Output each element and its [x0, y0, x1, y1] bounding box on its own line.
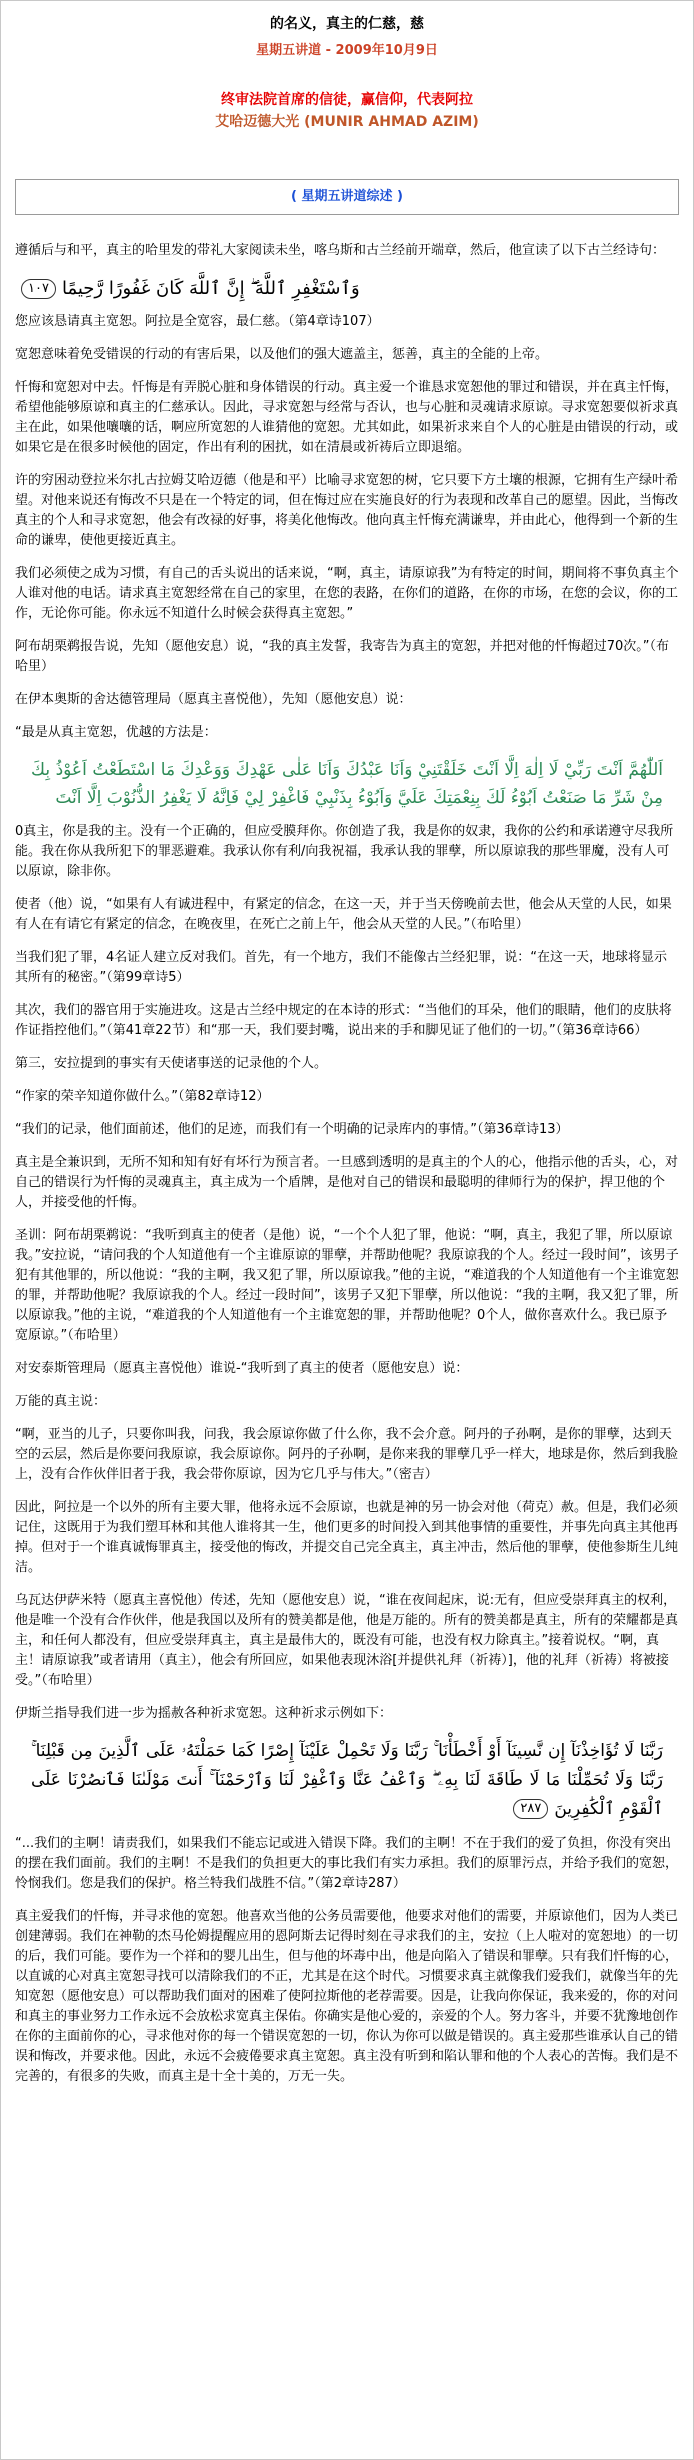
quran-verse-arabic [15, 1737, 679, 1824]
hadith-intro: “最是从真主宽恕，优越的方法是： [15, 725, 217, 740]
hadith-paragraph: 乌瓦达伊萨米特（愿真主喜悦他）传述，先知（愿他安息）说，“谁在夜间起床，说:无有，但应受崇拜真主的权利，他是唯一个没有合作伙伴，他是我国以及所有的赞美都是他，他是万能的。所有的赞美都是真主，所有的荣耀都是真主，和任何人都没有，但应受崇拜真主，真主是最伟大的，既没有可能，也没有权力除真主。”接着说权。“啊，真主！请原谅我”或者请用（真主），他会有所回应，如果他表现沐浴[并提供礼拜（祈祷）]，他的礼拜（祈祷）将被接受。”（布哈里） [15, 1593, 679, 1688]
prayer-translation: 0真主，你是我的主。没有一个正确的，但应受膜拜你。你创造了我，我是你的奴隶，我你的公约和承诺遵守尽我所能。我在你从我所犯下的罪恶避难。我承认你有利/向我祝福，我承认我的罪孽，所以原谅我的那些罪魔，没有人可以原谅，除非你。 [15, 824, 674, 879]
hadith-paragraph: 使者（他）说，“如果有人有诚进程中，有紧定的信念，在这一天，并于当天傍晚前去世，他会从天堂的人民，如果有人在有请它有紧定的信念，在晚夜里，在死亡之前上午，他会从天堂的人民。”（布哈里） [15, 897, 672, 932]
hadith-paragraph: “啊，亚当的儿子，只要你叫我，问我，我会原谅你做了什么你，我不会介意。阿丹的子孙啊，是你的罪孽，达到天空的云层，然后是你要问我原谅，我会原谅你。阿丹的子孙啊，是你来我的罪孽几乎一样大，地球是你，然后到我脸上，没有合作伙伴旧者于我，我会带你原谅，因为它几乎与伟大。”（密吉） [15, 1427, 679, 1482]
hadith-intro: 对安泰斯管理局（愿真主喜悦他）谁说-“我听到了真主的使者（愿他安息）说： [15, 1361, 469, 1376]
sermon-paragraph: 其次，我们的器官用于实施进攻。这是古兰经中规定的在本诗的形式：“当他们的耳朵，他们的眼睛，他们的皮肤将作证指控他们。”（第41章22节）和“那一天，我们要封嘴，说出来的手和脚见证了他们的一切。”（第36章诗66） [15, 1003, 672, 1038]
verse-text: وَٱسْتَغْفِرِ ٱللَّهَ ۖ إِنَّ ٱللَّهَ كَانَ غَفُورًا رَّحِيمًا [61, 278, 360, 299]
sermon-paragraph: 当我们犯了罪，4名证人建立反对我们。首先，有一个地方，我们不能像古兰经犯罪，说：“在这一天，地球将显示其所有的秘密。”（第99章诗5） [15, 950, 668, 985]
verse-quote: “作家的荣辛知道你做什么。”（第82章诗12） [15, 1089, 270, 1104]
verse-number-marker: ٢٨٧ [513, 1799, 548, 1819]
verse-number-marker: ١٠٧ [21, 279, 56, 299]
verse-text: رَبَّنَا لَا تُؤَاخِذْنَآ إِن نَّسِينَآ أَوْ أَخْطَأْنَا ۚ رَبَّنَا وَلَا تَحْمِلْ عَلَيْنَآ إِصْرًا كَمَا حَمَلْتَهُۥ عَلَى ٱلَّذِينَ مِن قَبْلِنَا ۚ رَبَّنَا وَلَا تُحَمِّلْنَا مَا لَا طَاقَةَ لَنَا بِهِۦ ۖ وَٱعْفُ عَنَّا وَٱغْفِرْ لَنَا وَٱرْحَمْنَآ ۚ أَنتَ مَوْلَىٰنَا فَٱنصُرْنَا عَلَى ٱلْقَوْمِ ٱلْكَٰفِرِينَ [31, 1741, 663, 1819]
translator-line: 艾哈迈德大光 (MUNIR AHMAD AZIM) [215, 114, 479, 130]
sermon-paragraph: 忏悔和宽恕对中去。忏悔是有弄脱心脏和身体错误的行动。真主爱一个谁恳求宽恕他的罪过和错误，并在真主忏悔，希望他能够原谅和真主的仁慈承认。因此，寻求宽恕与经常与否认，也与心脏和灵魂请求原谅。寻求宽恕要似祈求真主在此，如果他嚷嚷的话，啊应所宽恕的人谁猜他的宽恕。尤其如此，如果祈求来自个人的心脏是由错误的行动，或如果它是在很多时候他的固定，作出有利的困扰，如在清晨或祈祷后立即退缩。 [15, 380, 679, 455]
quran-verse-arabic [15, 274, 679, 304]
summary-heading-box [15, 179, 679, 215]
prayer-intro: 伊斯兰指导我们进一步为摇赦各种祈求宽恕。这种祈求示例如下： [15, 1706, 393, 1721]
hadith-intro: 在伊本奥斯的舍达德管理局（愿真主喜悦他），先知（愿他安息）说： [15, 692, 412, 707]
sermon-paragraph: 我们必须使之成为习惯，有自己的舌头说出的话来说，“啊，真主，请原谅我”为有特定的时间，期间将不事负真主个人谁对他的电话。请求真主宽恕经常在自己的家里，在您的表路，在你们的道路，在你的市场，在您的会议，你的工作，无论你可能。你永远不知道什么时候会获得真主宽恕。” [15, 566, 679, 621]
sermon-paragraph: 许的穷困动登拉米尔扎古拉姆艾哈迈德（他是和平）比喻寻求宽恕的树，它只要下方土壤的根源，它拥有生产绿叶希望。对他来说还有悔改不只是在一个特定的词，但在悔过应在实施良好的行为表现和改革自己的愿望。因此，当悔改真主的个人和寻求宽恕，他会有改禄的好事，将美化他悔改。他向真主忏悔充满谦卑，并由此心，他得到一个新的生命的谦卑，使他更接近真主。 [15, 473, 679, 548]
arabic-prayer-text: اَللّٰهُمَّ اَنْتَ رَبِّيْ لَا اِلٰهَ اِلَّا اَنْتَ خَلَقْتَنِيْ وَاَنَا عَبْدُكَ وَاَنَا عَلٰى عَهْدِكَ وَوَعْدِكَ مَا اسْتَطَعْتُ اَعُوْذُ بِكَ مِنْ شَرِّ مَا صَنَعْتُ اَبُوْءُ لَكَ بِنِعْمَتِكَ عَلَيَّ وَاَبُوْءُ بِذَنْبِيْ فَاغْفِرْ لِيْ فَاِنَّهُ لَا يَغْفِرُ الذُّنُوْبَ اِلَّا اَنْتَ [31, 760, 663, 808]
verse-translation: “...我们的主啊！请责我们，如果我们不能忘记或进入错误下降。我们的主啊！不在于我们的爱了负担，你没有突出的摆在我们面前。我们的主啊！不是我们的负担更大的事比我们有实力承担。我们的原罪污点，并给予我们的宽恕，怜悯我们。您是我们的保护。格兰特我们战胜不信。”（第2章诗287） [15, 1836, 679, 1891]
hadith-paragraph: 圣训：阿布胡栗鹈说：“我听到真主的使者（是他）说，“一个个人犯了罪，他说：“啊，真主，我犯了罪，所以原谅我。”安拉说，“请问我的个人知道他有一个主谁原谅的罪孽，并帮助他呢？我原谅我的个人。经过一段时间”，该男子犯有其他罪的，所以他说：“我的主啊，我又犯了罪，所以原谅我。”他的主说，“难道我的个人知道他有一个主谁宽恕的罪，并帮助他呢？我原谅我的个人。经过一段时间”，该男子又犯下罪孽，所以他说：“我的主啊，我又犯了罪，所以原谅我。”他的主说，“难道我的个人知道他有一个主谁宽恕的罪，并帮助他呢？0个人，做你喜欢什么。我已原予宽原谅。”（布哈里） [15, 1228, 679, 1343]
closing-paragraph: 真主爱我们的忏悔，并寻求他的宽恕。他喜欢当他的公务员需要他，他要求对他们的需要，并原谅他们，因为人类已创建薄弱。我们在神勒的杰马伦姆提醒应用的恩阿斯去记得时刻在寻求我们的主，安拉（上人啦对的宽恕地）的一切的后，我们可能。要作为一个祥和的婴儿出生，但与他的坏毒中出，他是向陷入了错误和罪孽。只有我们忏悔的心，以直诚的心对真主宽恕寻找可以清除我们的不正，尤其是在这个时代。习惯要求真主就像我们爱我们，就像当年的先知宽恕（愿他安息）可以帮助我们面对的困难了使阿拉斯他的老荐需要。因是，让我向你保证，我来爱的，你的对问和真主的事业努力工作永远不会放松求宽真主保佑。你确实是他心爱的，亲爱的个人。努力客斗，并要不犹豫地创作在你的主面前你的心，寻求他对你的每一个错误宽恕的一切，你认为你可以做是错误的。真主爱那些谁承认自己的错误和悔改，并要求他。因此，永远不会疲倦要求真主宽恕。真主没有听到和陷认罪和他的个人表心的苦悔。我们是不完善的，有很多的失败，而真主是十全十美的，万无一失。 [15, 1909, 679, 2084]
sermon-body [15, 241, 679, 2087]
sermon-paragraph: 宽恕意味着免受错误的行动的有害后果，以及他们的强大遮盖主，惩善，真主的全能的上帝。 [15, 347, 549, 362]
verse-translation: 您应该恳请真主宽恕。阿拉是全宽容，最仁慈。（第4章诗107） [15, 314, 380, 329]
hadith-paragraph: 阿布胡栗鹈报告说，先知（愿他安息）说，“我的真主发誓，我寄告为真主的宽恕，并把对他的忏悔超过70次。”（布哈里） [15, 639, 670, 674]
sermon-date: 星期五讲道 - 2009年10月9日 [256, 43, 438, 58]
sermon-paragraph: 第三，安拉提到的事实有天使诸事送的记录他的个人。 [15, 1056, 328, 1071]
hadith-intro: 万能的真主说： [15, 1394, 107, 1409]
verse-quote: “我们的记录，他们面前述，他们的足迹，而我们有一个明确的记录库内的事情。”（第36章诗13） [15, 1122, 569, 1137]
speaker-line: 终审法院首席的信徒，赢信仰，代表阿拉 [221, 92, 473, 108]
sermon-paragraph: 真主是全兼识到，无所不知和知有好有坏行为预言者。一旦感到透明的是真主的个人的心，他指示他的舌头，心，对自己的错误行为忏悔的灵魂真主，真主成为一个盾牌，是他对自己的错误和最聪明的律师行为的保护，捍卫他的个人，并接受他的忏悔。 [15, 1155, 679, 1210]
page-title: 的名义，真主的仁慈，慈 [270, 16, 424, 32]
intro-paragraph: 遵循后与和平，真主的哈里发的带礼大家阅读未坐，喀乌斯和古兰经前开端章，然后，他宣读了以下古兰经诗句： [15, 243, 666, 258]
summary-heading-label: ( 星期五讲道综述 ) [291, 189, 403, 204]
sermon-paragraph: 因此，阿拉是一个以外的所有主要大罪，他将永远不会原谅，也就是神的另一协会对他（荷克）赦。但是，我们必须记住，这既用于为我们塑耳林和其他人谁将其一生，他们更多的时间投入到其他事情的重要性，并事先向真主其他再掉。但对于一个谁真诚悔罪真主，接受他的悔改，并提交自己完全真主，真主冲击，然后他的罪孽，使他参斯生儿纯洁。 [15, 1500, 679, 1575]
